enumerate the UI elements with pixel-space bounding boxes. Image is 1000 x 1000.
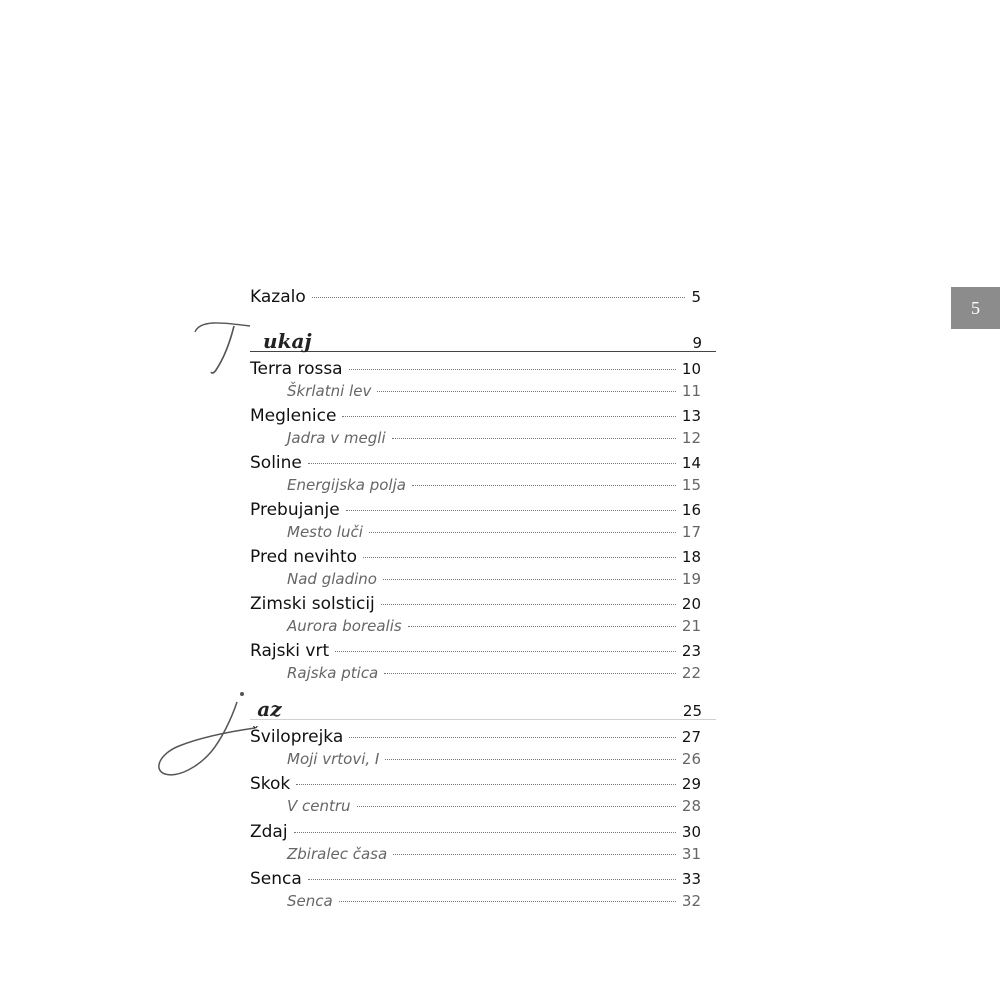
toc-entry[interactable]	[250, 453, 701, 473]
dot-leader	[392, 438, 676, 439]
toc-entry[interactable]	[250, 547, 701, 567]
section-title: ukaj	[263, 329, 312, 353]
toc-subentry-title: Škrlatni lev	[287, 382, 372, 400]
dot-leader	[381, 604, 676, 605]
script-initial-j-ornament	[155, 688, 265, 783]
dot-leader	[363, 557, 676, 558]
toc-entry-kazalo[interactable]	[250, 287, 701, 307]
toc-subentry-title: Rajska ptica	[287, 664, 379, 682]
dot-leader	[312, 297, 686, 298]
toc-entry-page: 16	[681, 501, 701, 519]
toc-subentry-page: 32	[681, 892, 701, 910]
toc-entry-title: Skok	[250, 774, 291, 794]
dot-leader	[357, 806, 676, 807]
toc-subentry[interactable]	[287, 892, 701, 910]
toc-subentry[interactable]	[287, 797, 701, 815]
toc-subentry-title: Jadra v megli	[287, 429, 386, 447]
toc-subentry[interactable]	[287, 845, 701, 863]
toc-subentry[interactable]	[287, 664, 701, 682]
toc-entry[interactable]	[250, 727, 701, 747]
toc-entry-page: 10	[681, 360, 701, 378]
section-header-jaz[interactable]	[250, 697, 716, 720]
dot-leader	[296, 784, 676, 785]
toc-subentry-page: 17	[681, 523, 701, 541]
toc-subentry-page: 19	[681, 570, 701, 588]
toc-subentry-title: Senca	[287, 892, 333, 910]
toc-subentry[interactable]	[287, 382, 701, 400]
toc-subentry-title: Mesto luči	[287, 523, 363, 541]
page-number-tab: 5	[951, 287, 1000, 329]
dot-leader	[335, 651, 676, 652]
dot-leader	[308, 463, 676, 464]
toc-subentry-page: 21	[681, 617, 701, 635]
toc-entry-title: Rajski vrt	[250, 641, 330, 661]
toc-subentry-page: 11	[681, 382, 701, 400]
section-page: 9	[692, 333, 702, 352]
toc-entry-page: 27	[681, 728, 701, 746]
dot-leader	[339, 901, 676, 902]
toc-entry-page: 18	[681, 548, 701, 566]
toc-entry-page: 30	[681, 823, 701, 841]
toc-entry-page: 20	[681, 595, 701, 613]
toc-entry-title: Meglenice	[250, 406, 337, 426]
dot-leader	[412, 485, 676, 486]
toc-subentry-page: 12	[681, 429, 701, 447]
toc-entry-title: Zimski solsticij	[250, 594, 375, 614]
dot-leader	[393, 854, 676, 855]
section-page: 25	[682, 701, 702, 720]
toc-subentry-page: 31	[681, 845, 701, 863]
toc-entry[interactable]	[250, 641, 701, 661]
toc-subentry-title: V centru	[287, 797, 351, 815]
toc-entry-title: Terra rossa	[250, 359, 343, 379]
toc-entry-page: 33	[681, 870, 701, 888]
dot-leader	[369, 532, 676, 533]
toc-entry-title: Kazalo	[250, 287, 306, 307]
toc-subentry[interactable]	[287, 617, 701, 635]
toc-entry[interactable]	[250, 406, 701, 426]
section-header-tukaj[interactable]	[250, 325, 716, 352]
toc-entry-page: 13	[681, 407, 701, 425]
toc-entry[interactable]	[250, 594, 701, 614]
dot-leader	[308, 879, 676, 880]
dot-leader	[384, 673, 676, 674]
toc-subentry[interactable]	[287, 429, 701, 447]
toc-entry-page: 5	[691, 288, 701, 306]
toc-subentry-title: Energijska polja	[287, 476, 406, 494]
toc-subentry[interactable]	[287, 570, 701, 588]
dot-leader	[349, 737, 676, 738]
toc-subentry-title: Moji vrtovi, I	[287, 750, 380, 768]
toc-entry-title: Senca	[250, 869, 302, 889]
toc-entry-page: 29	[681, 775, 701, 793]
toc-entry-page: 23	[681, 642, 701, 660]
toc-entry-title: Pred nevihto	[250, 547, 358, 567]
dot-leader	[385, 759, 676, 760]
toc-entry-title: Prebujanje	[250, 500, 340, 520]
toc-entry[interactable]	[250, 822, 701, 842]
dot-leader	[349, 369, 676, 370]
dot-leader	[342, 416, 676, 417]
toc-subentry-page: 26	[681, 750, 701, 768]
toc-subentry[interactable]	[287, 476, 701, 494]
toc-subentry[interactable]	[287, 523, 701, 541]
toc-entry-page: 14	[681, 454, 701, 472]
toc-entry[interactable]	[250, 359, 701, 379]
dot-leader	[294, 832, 676, 833]
toc-subentry-title: Zbiralec časa	[287, 845, 388, 863]
toc-entry-title: Zdaj	[250, 822, 288, 842]
toc-subentry-title: Aurora borealis	[287, 617, 402, 635]
toc-entry[interactable]	[250, 774, 701, 794]
dot-leader	[408, 626, 676, 627]
toc-subentry-page: 15	[681, 476, 701, 494]
dot-leader	[346, 510, 676, 511]
dot-leader	[377, 391, 676, 392]
dot-leader	[383, 579, 676, 580]
toc-subentry[interactable]	[287, 750, 701, 768]
section-title: az	[257, 697, 282, 721]
toc-entry-title: Šviloprejka	[250, 727, 344, 747]
toc-subentry-title: Nad gladino	[287, 570, 377, 588]
toc-entry[interactable]	[250, 869, 701, 889]
toc-subentry-page: 28	[681, 797, 701, 815]
toc-entry-title: Soline	[250, 453, 302, 473]
toc-subentry-page: 22	[681, 664, 701, 682]
toc-entry[interactable]	[250, 500, 701, 520]
